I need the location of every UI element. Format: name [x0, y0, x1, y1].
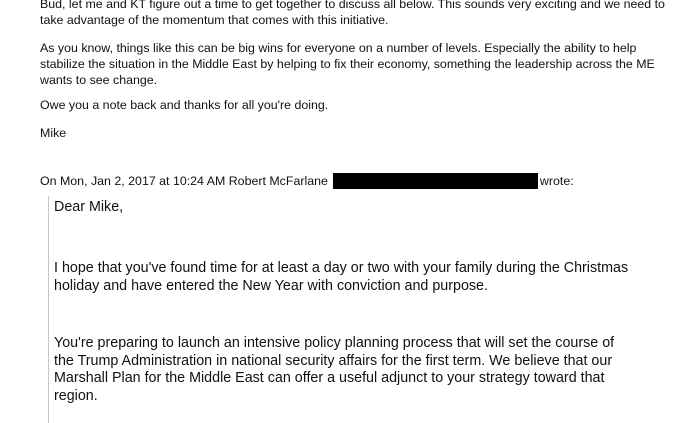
text-line: As you know, things like this can be big wins for everyone on a number of levels. Especially the ability to help — [40, 41, 637, 55]
text-line: the Trump Administration in national security affairs for the first term. We believe that our — [54, 352, 613, 369]
text-line: You're preparing to launch an intensive policy planning process that will set the course of — [54, 335, 615, 351]
text-line: region. — [54, 387, 98, 404]
redaction-bar — [333, 173, 538, 189]
reply-signature: Mike — [40, 126, 67, 140]
quoted-email-header — [40, 173, 574, 189]
reply-paragraph-1 — [40, 0, 665, 28]
text-line: Bud, let me and KT figure out a time to get together to discuss all below. This sounds very exciting and we need to — [40, 0, 665, 11]
quote-bar — [48, 196, 49, 423]
quoted-greeting: Dear Mike, — [54, 199, 124, 215]
text-line: take advantage of the momentum that comes with this initiative. — [40, 13, 389, 27]
text-line: wants to see change. — [40, 73, 158, 87]
quoted-paragraph-2 — [54, 335, 614, 405]
reply-paragraph-3: Owe you a note back and thanks for all you're doing. — [40, 98, 329, 112]
reply-paragraph-2 — [40, 40, 655, 88]
text-line: holiday and have entered the New Year with conviction and purpose. — [54, 277, 488, 294]
text-line: stabilize the situation in the Middle East by helping to fix their economy, something the leadership across the ME — [40, 57, 655, 71]
text-line: Marshall Plan for the Middle East can offer a useful adjunct to your strategy toward that — [54, 370, 605, 386]
header-suffix: wrote: — [539, 174, 574, 188]
header-prefix: On Mon, Jan 2, 2017 at 10:24 AM Robert McFarlane — [40, 174, 328, 188]
text-line: I hope that you've found time for at least a day or two with your family during the Christmas — [54, 260, 629, 276]
quoted-paragraph-1 — [54, 260, 628, 295]
